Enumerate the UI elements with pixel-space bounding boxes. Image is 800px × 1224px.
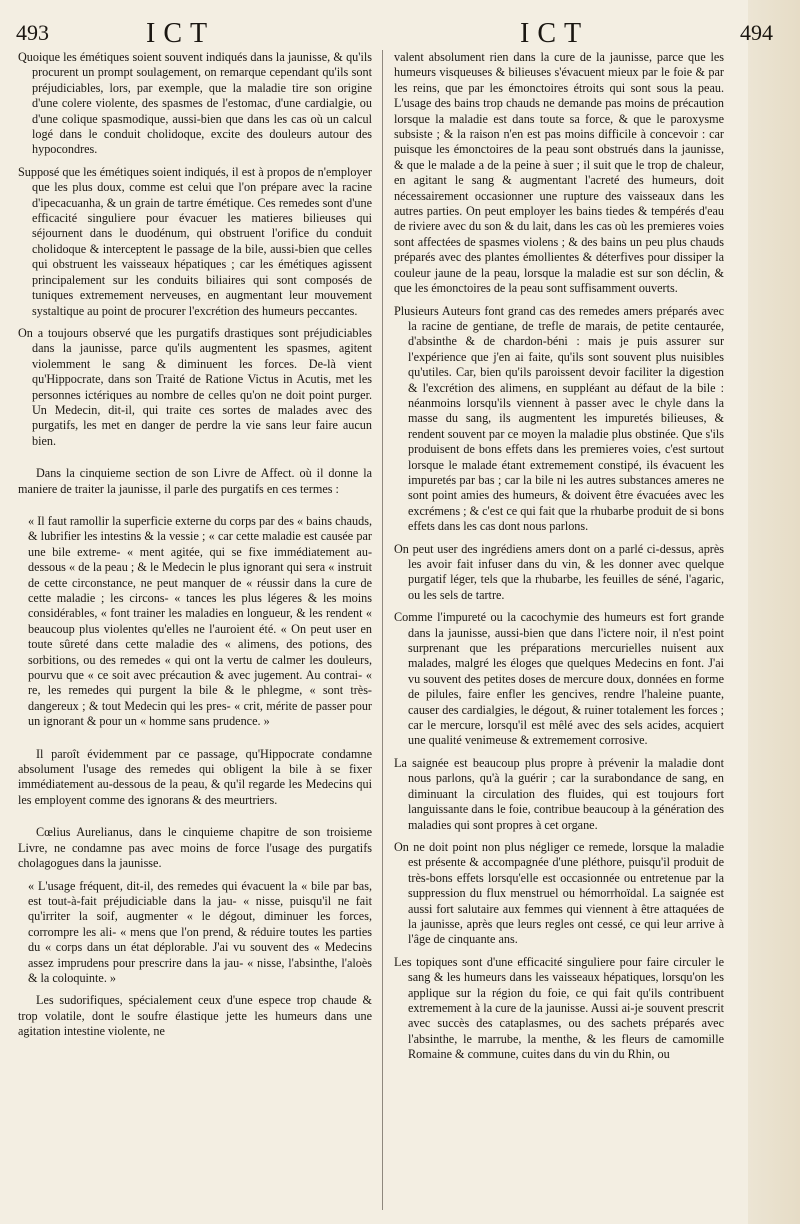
paragraph: Les sudorifiques, spécialement ceux d'une espece trop chaude & trop volatile, dont le soufre élastique jette les humeurs dans une agitation intestine violente, ne bbox=[18, 993, 372, 1039]
right-column bbox=[394, 50, 724, 1070]
paragraph: Dans la cinquieme section de son Livre de Affect. où il donne la maniere de traiter la jaunisse, il parle des purgatifs en ces termes : bbox=[18, 466, 372, 496]
paragraph: Supposé que les émétiques soient indiqués, il est à propos de n'employer que les plus doux, comme est celui que l'on prépare avec la racine d'ipecacuanha, & un grain de tartre émétique. Ces remedes sont d'une efficacité singuliere pour évacuer les matieres bilieuses qui séjournent dans le duodénum, qui obstruent l'orifice du conduit cholidoque & interceptent le passage de la bile, aussi-bien que celles qui obstruent les vaisseaux hépatiques ; car les émétiques agissent principalement sur les conduits biliaires qui sont composés de tuniques extremement nerveuses, en augmentant leur mouvement systaltique au point de procurer l'excrétion des humeurs peccantes. bbox=[18, 164, 372, 318]
right-page-number: 494 bbox=[740, 20, 773, 45]
paragraph: On ne doit point non plus négliger ce remede, lorsque la maladie est présente & accompagnée d'une pléthore, puisqu'il produit de très-bons effets lorsqu'elle est occasionnée ou entretenue par la suppression du flux menstruel ou hémorrhoïdal. La saignée est aussi fort salutaire aux femmes qui viennent à être attaquées de la jaunisse, après que leurs regles ont cessé, ce qui leur arrive à l'âge de cinquante ans. bbox=[394, 839, 724, 947]
left-page-number: 493 bbox=[16, 20, 49, 45]
left-column bbox=[18, 50, 372, 1047]
paragraph: Quoique les émétiques soient souvent indiqués dans la jaunisse, & qu'ils procurent un prompt soulagement, on remarque cependant qu'ils sont préjudiciables, lors, par exemple, que la maladie tire son origine d'une colere violente, des spasmes de l'estomac, d'une cardialgie, ou d'une colique spasmodique, aussi-bien que dans les cas où un calcul logé dans le conduit cholidoque, excite des douleurs autour des hypocondres. bbox=[18, 50, 372, 157]
quotation: « L'usage fréquent, dit-il, des remedes qui évacuent la « bile par bas, est tout-à-fait préjudiciable dans la jau- « nisse, puisqu'il ne fait qu'irriter la soif, augmenter « le dégout, diminuer les forces, corrompre les ali- « mens que l'on prend, & réduire toutes les parties du « corps dans un état déplorable. J'ai vu souvent des « Medecins assez imprudens pour prescrire dans la jau- « nisse, l'absinthe, l'aloès & la coloquinte. » bbox=[28, 878, 372, 985]
paragraph: On a toujours observé que les purgatifs drastiques sont préjudiciables dans la jaunisse, parce qu'ils augmentent les spasmes, agitent violemment le sang & diminuent les forces. De-là vient qu'Hippocrate, dans son Traité de Ratione Victus in Acutis, met les personnes ictériques au nombre de celles qu'on ne doit point purger. Un Medecin, dit-il, qui traite ces sortes de malades avec des purgatifs, les met en danger de perdre la vie sans leur faire aucun bien. bbox=[18, 325, 372, 448]
paragraph: On peut user des ingrédiens amers dont on a parlé ci-dessus, après les avoir fait infuser dans du vin, & les donner avec quelque purgatif léger, tels que la rhubarbe, les feuilles de séné, l'agaric, ou les sels de tartre. bbox=[394, 541, 724, 602]
paragraph: Plusieurs Auteurs font grand cas des remedes amers préparés avec la racine de gentiane, de trefle de marais, de petite centaurée, d'absinthe & de chardon-béni : mais je puis assurer sur l'expérience que j'en ai faite, qu'ils sont souvent plus nuisibles qu'utiles. Car, bien qu'ils paroissent devoir faciliter la digestion & l'excrétion des alimens, en suppléant au défaut de la bile : néanmoins lorsqu'ils viennent à passer avec le chyle dans la masse du sang, ils augmentent les impuretés bilieuses, & rendent souvent par ce moyen la maladie plus obstinée. Que s'ils produisent de bons effets dans les premieres voies, c'est surtout lorsque le malade étant extremement constipé, ils évacuent les impuretés par bas ; car la bile ni les autres substances ameres ne sont point amies des humeurs, & doivent être évacuées avec les excrémens ; & c'est ce qui fait que la rhubarbe produit de si bons effets dans les cas dont nous parlons. bbox=[394, 303, 724, 534]
right-running-head: ICT bbox=[520, 18, 590, 49]
paragraph: Les topiques sont d'une efficacité singuliere pour faire circuler le sang & les humeurs dans les vaisseaux hépatiques, lorsqu'on les applique sur la région du foie, ce qui fait qu'ils contribuent extremement à la cure de la jaunisse. Aussi ai-je souvent prescrit avec succès des cataplasmes, ou des sachets préparés avec l'absinthe, le marrube, la menthe, & les fleurs de camomille Romaine & commune, cuites dans du vin du Rhin, ou bbox=[394, 954, 724, 1062]
page-edge bbox=[748, 0, 800, 1224]
page-header bbox=[0, 8, 800, 48]
paragraph: Il paroît évidemment par ce passage, qu'Hippocrate condamne absolument l'usage des remedes qui obligent la bile à se fixer immédiatement au-dessous de la peau, & qu'il regarde les Medecins qui les employent comme des ignorans & des meurtriers. bbox=[18, 746, 372, 807]
column-divider bbox=[382, 50, 383, 1210]
paragraph: Comme l'impureté ou la cacochymie des humeurs est fort grande dans la jaunisse, aussi-bien que dans l'ictere noir, il n'est point surprenant que les préparations mercurielles nuisent aux malades, malgré les éloges que quelques Medecins en font. J'ai vu souvent des petites doses de mercure doux, données en forme de pilules, faire enfler les gencives, rendre l'haleine puante, causer des cardialgies, le dégout, & ruiner totalement les forces ; car le mercure, lorsqu'il est mêlé avec des sels acides, acquiert une qualité venimeuse & extremement corrosive. bbox=[394, 610, 724, 748]
paragraph: valent absolument rien dans la cure de la jaunisse, parce que les humeurs visqueuses & bilieuses s'évacuent mieux par le foie & par les reins, que par les émonctoires étroits qui sont sous la peau. L'usage des bains trop chauds ne demande pas moins de précaution lorsque la maladie est dans toute sa force, & que le paroxysme subsiste ; & la raison n'en est pas moins difficile à concevoir : car puisque les émonctoires de la peau sont obstrués dans la jaunisse, & que le malade a de la peine à suer ; il suit que le trop de chaleur, en agitant le sang & augmentant l'acreté des humeurs, doit nécessairement occasionner une rupture des vaisseaux dans les autres parties. On peut employer les bains tiedes & tempérés d'eau de riviere avec du son & du lait, dans les cas où les premieres voies sont affectées de spasmes violens ; & des bains un peu plus chauds préparés avec des plantes émollientes & déterfives pour dissiper la couleur jaune de la peau, lorsque la maladie est sur son déclin, & que les émonctoires de la peau sont suffisamment ouverts. bbox=[394, 50, 724, 296]
paragraph: La saignée est beaucoup plus propre à prévenir la maladie dont nous parlons, qu'à la guérir ; car la surabondance de sang, en diminuant la circulation des fluides, qui est toujours fort languissante dans le foie, contribue beaucoup à la génération des maladies qui sont propres à cet organe. bbox=[394, 755, 724, 832]
left-running-head: ICT bbox=[146, 18, 216, 49]
quotation: « Il faut ramollir la superficie externe du corps par des « bains chauds, & lubrifier les intestins & la vessie ; « car cette maladie est causée par une bile extreme- « ment agitée, qui se fixe immédiatement au-dessous « de la peau ; & le Medecin le plus ignorant qui sera « instruit de cette circonstance, ne peut manquer de « réussir dans la cure de cette maladie ; les circons- « tances les plus légeres & les moins considérables, « font trainer les maladies en longueur, & les rendent « beaucoup plus violentes qu'elles ne l'auroient été. « On peut user en toute sûreté dans cette maladie des « alimens, des potions, des sorbitions, ou des remedes « qui ont la vertu de calmer les douleurs, pourvu que « ce soit avec précaution & avec jugement. Au contrai- « re, les remedes qui purgent la bile & le phlegme, « sont très-dangereux ; & tout Medecin qui les pres- « crit, mérite de passer pour un ignorant & pour un « homme sans prudence. » bbox=[28, 513, 372, 729]
paragraph: Cœlius Aurelianus, dans le cinquieme chapitre de son troisieme Livre, ne condamne pas avec moins de force l'usage des purgatifs cholagogues dans la jaunisse. bbox=[18, 825, 372, 871]
